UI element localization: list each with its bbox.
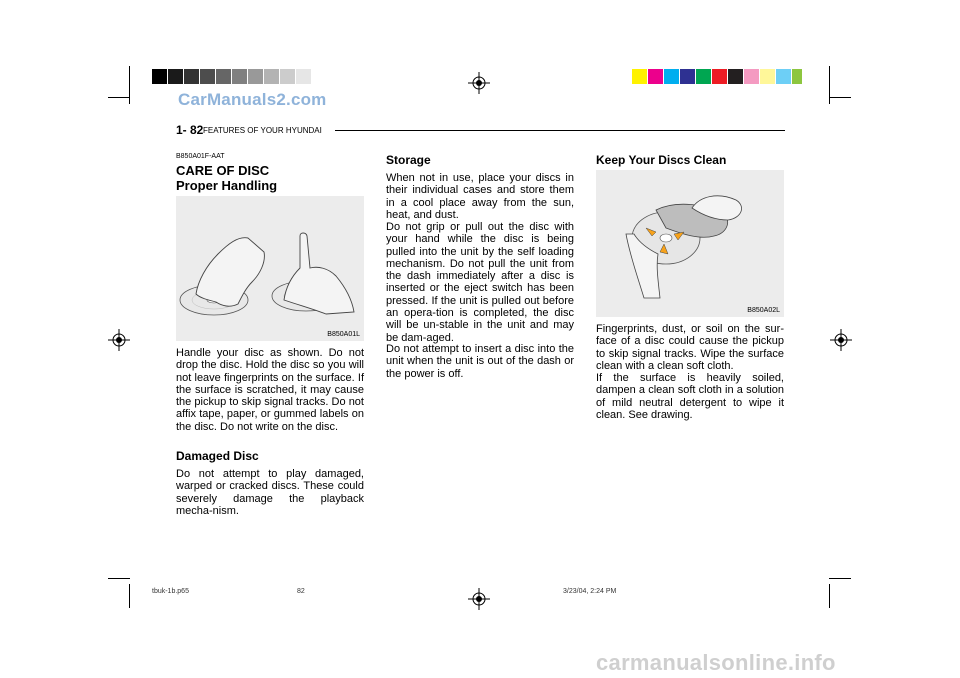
watermark-bottom[interactable]: carmanualsonline.info (596, 650, 836, 675)
gray-swatch (248, 69, 263, 84)
disc-cleaning-figure (596, 170, 784, 317)
handling-paragraph: Handle your disc as shown. Do not drop the disc. Hold the disc so you will not leave fingerprints on the surface. If the surface is scratched, it may cause the pickup to skip signal tracks. Do not affix tape, paper, or gummed labels on the disc. Do not write on the disc. (176, 347, 364, 433)
page-number: 1- 82 (176, 123, 204, 137)
section-code: B850A01F-AAT (176, 153, 225, 160)
section-title: FEATURES OF YOUR HYUNDAI (203, 126, 322, 135)
gray-swatch (200, 69, 215, 84)
registration-mark-icon (830, 329, 852, 351)
gray-swatch (264, 69, 279, 84)
registration-mark-icon (468, 588, 490, 610)
section-heading-damaged-disc: Damaged Disc (176, 449, 259, 463)
hands-holding-disc-illustration (176, 196, 364, 341)
gray-swatch (280, 69, 295, 84)
gray-swatch (232, 69, 247, 84)
color-swatch (712, 69, 727, 84)
gray-swatch (152, 69, 167, 84)
watermark-top[interactable]: CarManuals2.com (178, 90, 327, 109)
storage-paragraph-1: When not in use, place your discs in their individual cases and store them in a cool place away from the sun, heat, and dust. (386, 172, 574, 221)
crop-mark (129, 66, 130, 104)
cleaning-paragraph-1: Fingerprints, dust, or soil on the sur-face of a disc could cause the pickup to skip signal tracks. Wipe the surface clean with a clean soft cloth. (596, 323, 784, 372)
color-swatch (744, 69, 759, 84)
header-rule (335, 130, 785, 131)
crop-mark (829, 578, 851, 579)
color-swatch (792, 69, 802, 84)
gray-swatch (168, 69, 183, 84)
color-swatch (696, 69, 711, 84)
crop-mark (829, 584, 830, 608)
footer-page: 82 (297, 588, 305, 595)
cleaning-paragraph-2: If the surface is heavily soiled, dampen a clean soft cloth in a solution of mild neutral detergent to wipe it clean. See drawing. (596, 372, 784, 421)
disc-handling-figure (176, 196, 364, 341)
figure-code: B850A02L (747, 307, 780, 314)
section-heading-storage: Storage (386, 153, 431, 167)
damaged-disc-paragraph: Do not attempt to play damaged, warped or cracked discs. These could severely damage the playback mecha-nism. (176, 468, 364, 517)
storage-paragraph-2: Do not grip or pull out the disc with your hand while the disc is being pulled into the unit by the self loading mechanism. Do not pull the unit from the dash immediately after a disc is inserted or the eject switch has been pressed. If the unit is pulled out before an opera-tion is completed, the disc will be un-stable in the unit and may be dam-aged. (386, 221, 574, 344)
wiping-disc-illustration (596, 170, 784, 317)
gray-swatch (216, 69, 231, 84)
registration-mark-icon (108, 329, 130, 351)
color-swatch (632, 69, 647, 84)
footer-filename: tbuk-1b.p65 (152, 588, 189, 595)
registration-mark-icon (468, 72, 490, 94)
crop-mark (108, 578, 130, 579)
section-heading-keep-clean: Keep Your Discs Clean (596, 153, 727, 167)
storage-paragraph-3: Do not attempt to insert a disc into the unit when the unit is out of the dash or the power is off. (386, 343, 574, 380)
gray-swatch (184, 69, 199, 84)
color-swatch (728, 69, 743, 84)
crop-mark (108, 97, 130, 98)
footer-date: 3/23/04, 2:24 PM (563, 588, 617, 595)
color-swatch (664, 69, 679, 84)
page-title: CARE OF DISC (176, 163, 270, 178)
crop-mark (829, 66, 830, 104)
color-swatch (760, 69, 775, 84)
crop-mark (829, 97, 851, 98)
figure-code: B850A01L (327, 331, 360, 338)
crop-mark (129, 584, 130, 608)
color-swatch (776, 69, 791, 84)
color-swatch (680, 69, 695, 84)
gray-swatch (296, 69, 311, 84)
section-heading-proper-handling: Proper Handling (176, 178, 278, 193)
color-swatch (648, 69, 663, 84)
